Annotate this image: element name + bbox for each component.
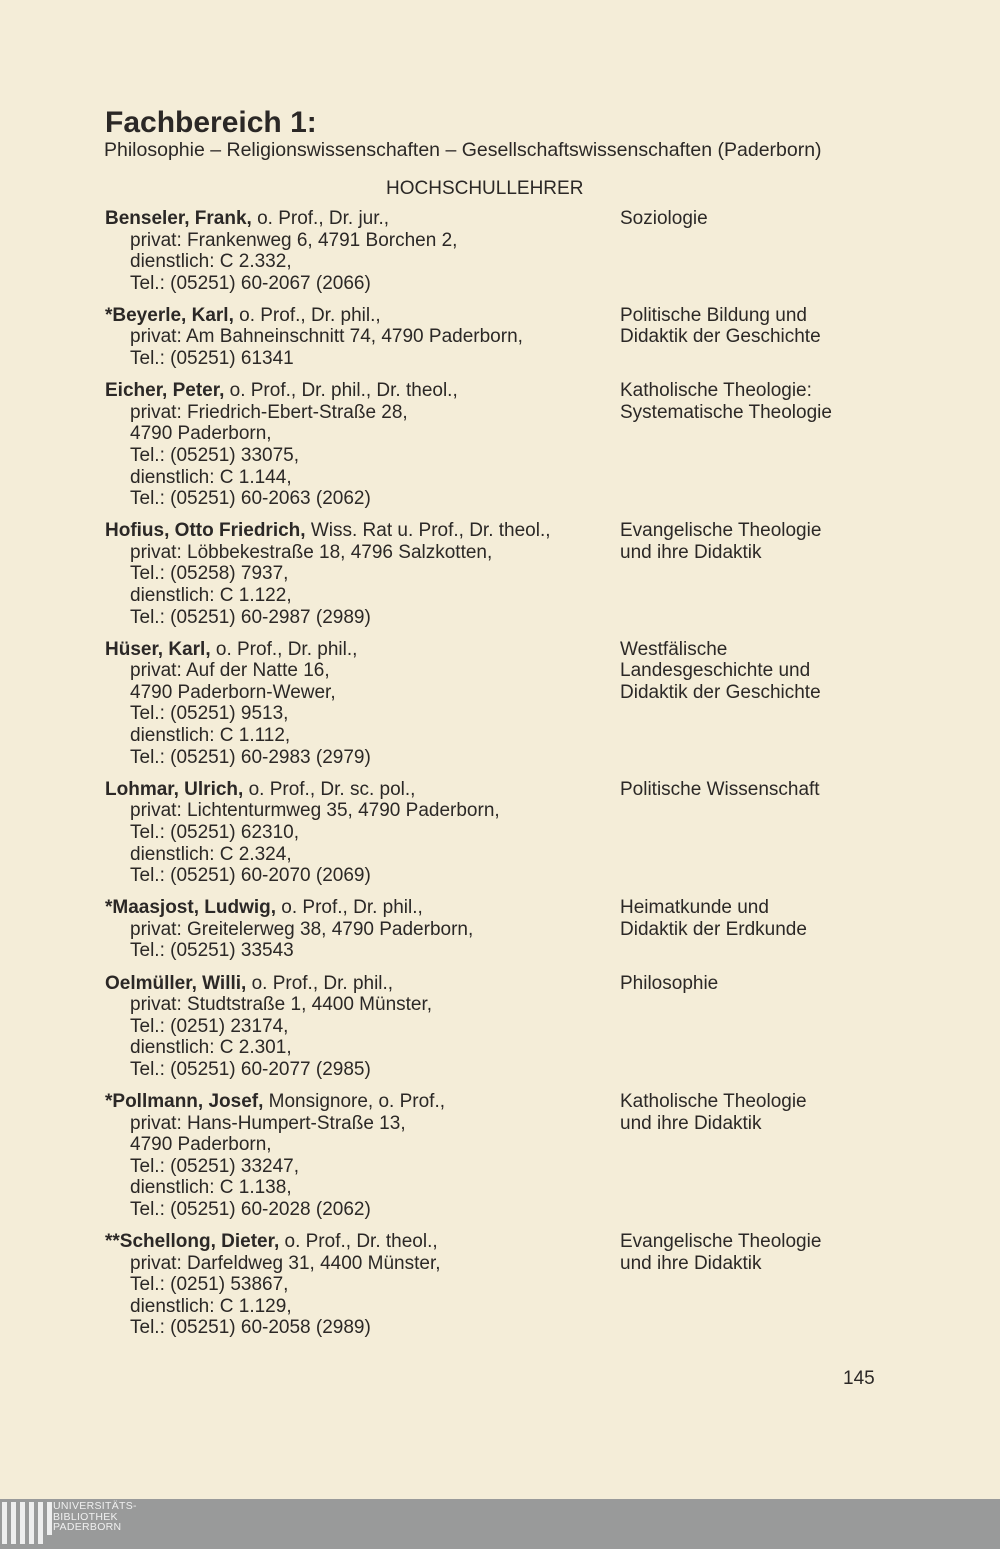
contact-line: Tel.: (05251) 61341 xyxy=(130,348,294,370)
contact-line: privat: Friedrich-Ebert-Straße 28, xyxy=(130,401,408,423)
person-name: **Schellong, Dieter, xyxy=(105,1231,280,1253)
subject-line: Politische Bildung und xyxy=(620,304,807,326)
contact-line: Tel.: (05251) 60-2983 (2979) xyxy=(130,746,371,768)
faculty-list xyxy=(105,208,905,1350)
contact-line: 4790 Paderborn-Wewer, xyxy=(130,681,336,703)
contact-line: Tel.: (05251) 33075, xyxy=(130,444,300,466)
person-title: o. Prof., Dr. jur., xyxy=(251,208,390,229)
entry-heading xyxy=(105,208,620,230)
subject-line: Westfälische xyxy=(620,638,728,660)
faculty-entry xyxy=(105,1091,905,1221)
library-logo-text xyxy=(53,1501,137,1533)
contact-line: Tel.: (05251) 60-2070 (2069) xyxy=(130,865,371,887)
person-title: o. Prof., Dr. sc. pol., xyxy=(243,778,416,800)
subject-line: Evangelische Theologie xyxy=(620,520,822,542)
faculty-entry xyxy=(105,1231,905,1339)
entry-contact xyxy=(105,1091,620,1221)
entry-contact xyxy=(105,1231,620,1339)
entry-heading xyxy=(105,973,620,995)
faculty-entry xyxy=(105,639,905,769)
contact-line: Tel.: (05251) 60-2987 (2989) xyxy=(130,606,371,628)
contact-line: privat: Löbbekestraße 18, 4796 Salzkotten, xyxy=(130,541,493,563)
person-name: Oelmüller, Willi, xyxy=(105,972,247,994)
entry-heading xyxy=(105,305,620,327)
entry-subject xyxy=(620,520,900,628)
subject-line: und ihre Didaktik xyxy=(620,1112,762,1134)
contact-line: Tel.: (0251) 23174, xyxy=(130,1015,289,1037)
contact-line: Tel.: (05251) 62310, xyxy=(130,821,300,843)
page-title: Fachbereich 1: xyxy=(105,106,317,139)
contact-line: dienstlich: C 2.332, xyxy=(130,251,292,273)
contact-line: Tel.: (05251) 60-2028 (2062) xyxy=(130,1198,371,1220)
entry-contact xyxy=(105,639,620,769)
subject-line: und ihre Didaktik xyxy=(620,1252,762,1274)
contact-line: Tel.: (05251) 60-2058 (2989) xyxy=(130,1317,371,1339)
logo-line: UNIVERSITÄTS- xyxy=(53,1500,137,1512)
contact-line: dienstlich: C 1.129, xyxy=(130,1295,292,1317)
subject-line: Katholische Theologie: xyxy=(620,380,812,402)
entry-subject xyxy=(620,639,900,769)
subject-line: Evangelische Theologie xyxy=(620,1231,822,1253)
entry-contact xyxy=(105,973,620,1081)
contact-line: dienstlich: C 1.122, xyxy=(130,585,292,606)
person-name: Hüser, Karl, xyxy=(105,638,211,660)
entry-heading xyxy=(105,1091,620,1113)
contact-line: dienstlich: C 2.301, xyxy=(130,1037,292,1059)
subject-line: Systematische Theologie xyxy=(620,401,832,423)
person-title: o. Prof., Dr. phil., Dr. theol., xyxy=(224,380,458,402)
contact-line: privat: Lichtenturmweg 35, 4790 Paderborn, xyxy=(130,800,500,822)
entry-heading xyxy=(105,380,620,402)
subject-line: Politische Wissenschaft xyxy=(620,778,820,800)
contact-line: Tel.: (05251) 9513, xyxy=(130,703,289,725)
library-logo-icon xyxy=(2,1502,52,1544)
contact-line: Tel.: (05251) 33543 xyxy=(130,940,294,962)
person-title: Monsignore, o. Prof., xyxy=(263,1090,446,1112)
subject-line: Philosophie xyxy=(620,972,719,994)
subject-line: Soziologie xyxy=(620,208,708,229)
subject-line: Landesgeschichte und xyxy=(620,660,811,682)
contact-line: Tel.: (05251) 60-2067 (2066) xyxy=(130,272,371,294)
entry-subject xyxy=(620,380,900,510)
logo-line: BIBLIOTHEK xyxy=(53,1510,118,1523)
person-name: *Maasjost, Ludwig, xyxy=(105,897,277,919)
person-name: *Beyerle, Karl, xyxy=(105,304,234,326)
contact-line: Tel.: (05258) 7937, xyxy=(130,563,289,585)
contact-line: privat: Hans-Humpert-Straße 13, xyxy=(130,1112,406,1134)
contact-line: dienstlich: C 2.324, xyxy=(130,843,292,865)
person-name: Hofius, Otto Friedrich, xyxy=(105,520,306,542)
person-name: Benseler, Frank, xyxy=(105,208,252,229)
contact-line: Tel.: (05251) 60-2063 (2062) xyxy=(130,488,371,510)
entry-contact xyxy=(105,380,620,510)
page-subtitle: Philosophie – Religionswissenschaften – Gesellschaftswissenschaften (Paderborn) xyxy=(104,139,822,161)
entry-contact xyxy=(105,897,620,962)
entry-heading xyxy=(105,779,620,801)
entry-heading xyxy=(105,897,620,919)
faculty-entry xyxy=(105,208,905,294)
entry-contact xyxy=(105,208,620,294)
entry-contact xyxy=(105,779,620,887)
entry-heading xyxy=(105,520,620,542)
section-heading: HOCHSCHULLEHRER xyxy=(386,178,584,199)
faculty-entry xyxy=(105,380,905,510)
entry-heading xyxy=(105,639,620,661)
contact-line: privat: Am Bahneinschnitt 74, 4790 Paderborn, xyxy=(130,326,523,348)
person-title: o. Prof., Dr. theol., xyxy=(279,1231,438,1253)
contact-line: 4790 Paderborn, xyxy=(130,423,272,445)
faculty-entry xyxy=(105,779,905,887)
contact-line: 4790 Paderborn, xyxy=(130,1134,272,1156)
entry-subject xyxy=(620,973,900,1081)
contact-line: privat: Darfeldweg 31, 4400 Münster, xyxy=(130,1252,441,1274)
contact-line: privat: Studtstraße 1, 4400 Münster, xyxy=(130,994,433,1016)
entry-subject xyxy=(620,897,900,962)
library-footer xyxy=(0,1499,1000,1549)
contact-line: privat: Auf der Natte 16, xyxy=(130,660,330,682)
entry-contact xyxy=(105,520,620,628)
person-name: Lohmar, Ulrich, xyxy=(105,778,244,800)
entry-subject xyxy=(620,305,900,370)
contact-line: Tel.: (05251) 60-2077 (2985) xyxy=(130,1058,371,1080)
contact-line: privat: Frankenweg 6, 4791 Borchen 2, xyxy=(130,229,458,251)
contact-line: dienstlich: C 1.144, xyxy=(130,466,292,488)
subject-line: Heimatkunde und xyxy=(620,897,769,919)
subject-line: Didaktik der Geschichte xyxy=(620,681,821,703)
page-number: 145 xyxy=(843,1368,875,1389)
faculty-entry xyxy=(105,305,905,370)
contact-line: dienstlich: C 1.138, xyxy=(130,1177,292,1199)
person-name: *Pollmann, Josef, xyxy=(105,1090,264,1112)
faculty-entry xyxy=(105,973,905,1081)
subject-line: Didaktik der Geschichte xyxy=(620,326,821,348)
contact-line: dienstlich: C 1.112, xyxy=(130,725,291,747)
entry-subject xyxy=(620,208,900,294)
subject-line: Didaktik der Erdkunde xyxy=(620,918,807,940)
logo-line: PADERBORN xyxy=(53,1521,122,1533)
person-title: o. Prof., Dr. phil., xyxy=(246,972,394,994)
subject-line: und ihre Didaktik xyxy=(620,541,762,563)
entry-contact xyxy=(105,305,620,370)
entry-subject xyxy=(620,1091,900,1221)
person-title: o. Prof., Dr. phil., xyxy=(210,638,358,660)
person-title: o. Prof., Dr. phil., xyxy=(276,897,423,919)
contact-line: Tel.: (0251) 53867, xyxy=(130,1274,289,1296)
entry-subject xyxy=(620,779,900,887)
entry-heading xyxy=(105,1231,620,1253)
contact-line: Tel.: (05251) 33247, xyxy=(130,1155,300,1177)
subject-line: Katholische Theologie xyxy=(620,1090,807,1112)
faculty-entry xyxy=(105,520,905,628)
person-title: o. Prof., Dr. phil., xyxy=(233,304,381,326)
person-title: Wiss. Rat u. Prof., Dr. theol., xyxy=(305,520,551,542)
faculty-entry xyxy=(105,897,905,962)
entry-subject xyxy=(620,1231,900,1339)
person-name: Eicher, Peter, xyxy=(105,380,225,402)
contact-line: privat: Greitelerweg 38, 4790 Paderborn, xyxy=(130,918,474,940)
